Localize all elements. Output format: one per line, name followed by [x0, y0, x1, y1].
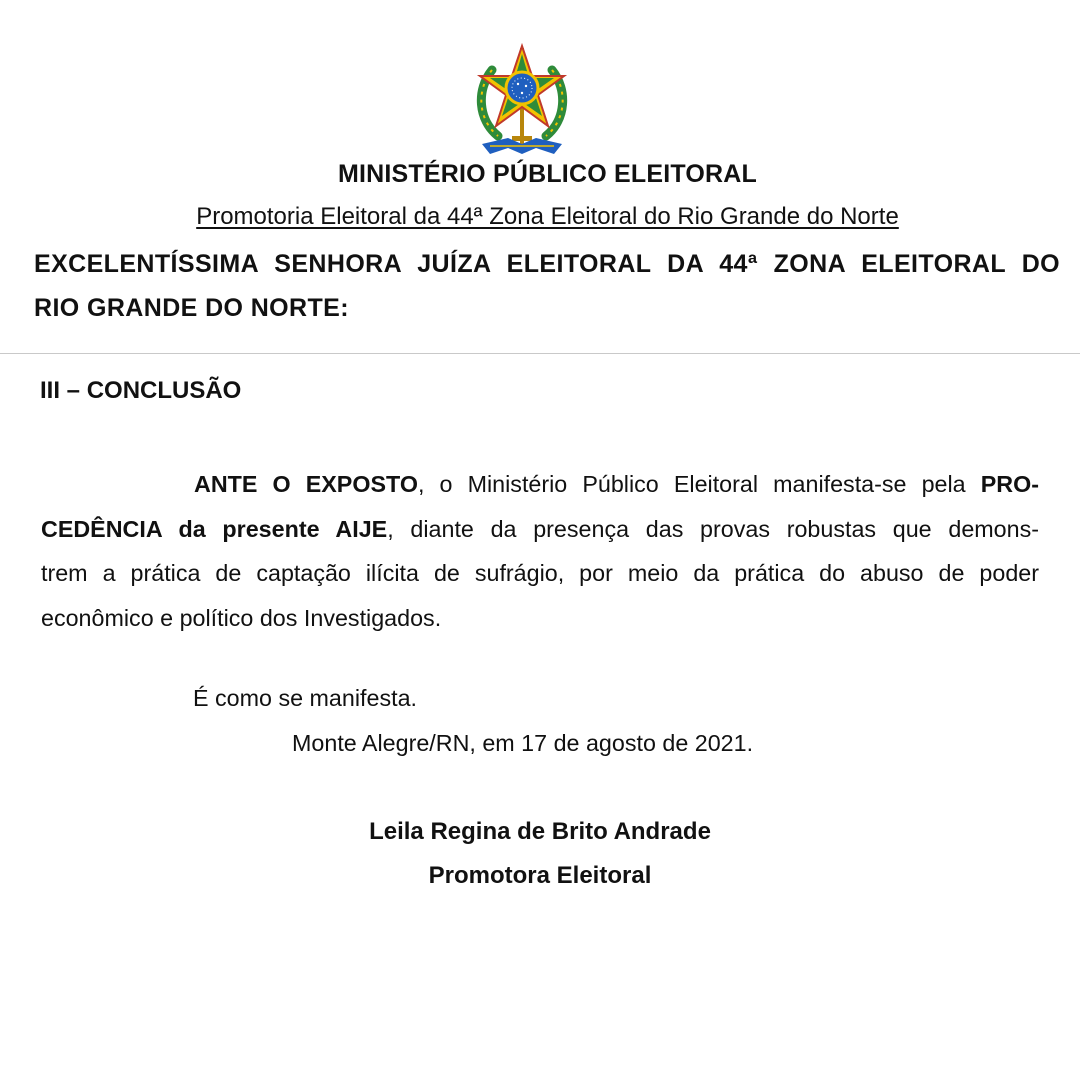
organization-title: MINISTÉRIO PÚBLICO ELEITORAL [337, 160, 758, 188]
page-divider [0, 353, 1080, 354]
lead-bold-text: ANTE O EXPOSTO [194, 471, 418, 497]
addressee-line-1: EXCELENTÍSSIMA SENHORA JUÍZA ELEITORAL DA 44ª ZONA ELEITORAL DO [34, 250, 1060, 278]
line1-text: , o Ministério Público Eleitoral manifesta-se pela [417, 471, 981, 497]
paragraph-line [41, 507, 1039, 552]
office-subtitle-text: Promotoria Eleitoral da 44ª Zona Eleitoral do Rio Grande do Norte [196, 203, 899, 230]
closing-statement: É como se manifesta. [193, 685, 418, 711]
office-subtitle [0, 203, 1080, 231]
paragraph-line: econômico e político dos Investigados. [41, 604, 442, 631]
paragraph-line: trem a prática de captação ilícita de sufrágio, por meio da prática do abuso de poder [41, 560, 1039, 586]
line2-text: , diante da presença das provas robustas que demons- [387, 515, 1039, 542]
signer-role: Promotora Eleitoral [428, 862, 652, 889]
line2-bold-text: CEDÊNCIA da presente AIJE [41, 515, 388, 542]
line1-bold-end: PRO- [980, 471, 1039, 497]
brazil-coat-of-arms-icon [468, 40, 576, 162]
signer-name: Leila Regina de Brito Andrade [369, 818, 711, 845]
section-heading: III – CONCLUSÃO [40, 377, 242, 404]
addressee-line-2: RIO GRANDE DO NORTE: [34, 294, 349, 322]
conclusion-paragraph [41, 462, 1039, 640]
place-and-date: Monte Alegre/RN, em 17 de agosto de 2021. [292, 730, 754, 756]
paragraph-line [41, 462, 1039, 507]
